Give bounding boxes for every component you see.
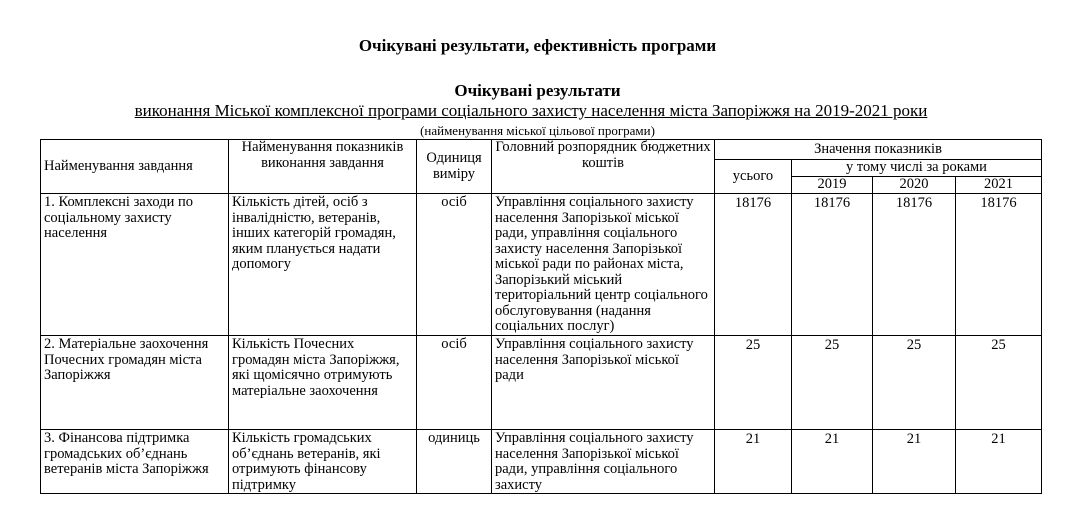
total-cell: 25 (715, 336, 792, 430)
indicator-cell: Кількість Почесних громадян міста Запоріжжя, які щомісячно отримують матеріальне заохочення (229, 336, 417, 430)
header-by-years: у тому числі за роками (792, 160, 1042, 177)
program-caption: (найменування міської цільової програми) (420, 123, 655, 138)
unit-cell: одиниць (417, 430, 492, 494)
table-row (41, 336, 1042, 430)
year-2020-cell: 21 (873, 430, 956, 494)
year-2020-cell: 25 (873, 336, 956, 430)
task-cell: 2. Матеріальне заохочення Почесних громадян міста Запоріжжя (41, 336, 229, 430)
unit-cell: осіб (417, 336, 492, 430)
indicator-cell: Кількість громадських об’єднань ветеранів, які отримують фінансову підтримку (229, 430, 417, 494)
year-2021-cell: 21 (956, 430, 1042, 494)
header-values: Значення показників (715, 140, 1042, 160)
year-2019-cell: 25 (792, 336, 873, 430)
year-2019-cell: 18176 (792, 194, 873, 336)
year-2019-cell: 21 (792, 430, 873, 494)
task-cell: 1. Комплексні заходи по соціальному захисту населення (41, 194, 229, 336)
header-task: Найменування завдання (41, 140, 229, 194)
year-2020-cell: 18176 (873, 194, 956, 336)
indicator-cell: Кількість дітей, осіб з інвалідністю, ветеранів, інших категорій громадян, яким планується надати допомогу (229, 194, 417, 336)
program-line: виконання Міської комплексної програми соціального захисту населення міста Запоріжжя на 2019-2021 роки (134, 101, 928, 120)
results-table (40, 139, 1042, 494)
manager-cell: Управління соціального захисту населення Запорізької міської ради, управління соціального захисту населення Запорізької міської ради по районах міста, Запорізький міський територіальний центр соціального обслуговування (надання соціальних послуг) (492, 194, 715, 336)
section-title: Очікувані результати, ефективність програми (358, 36, 717, 55)
header-year-2019: 2019 (792, 177, 873, 194)
unit-cell: осіб (417, 194, 492, 336)
year-2021-cell: 18176 (956, 194, 1042, 336)
manager-cell: Управління соціального захисту населення Запорізької міської ради, управління соціального захисту (492, 430, 715, 494)
total-cell: 18176 (715, 194, 792, 336)
year-2021-cell: 25 (956, 336, 1042, 430)
header-indicator: Найменування показників виконання завдання (229, 140, 417, 194)
table-row (41, 430, 1042, 494)
header-manager: Головний розпорядник бюджетних коштів (492, 140, 715, 194)
manager-cell: Управління соціального захисту населення Запорізької міської ради (492, 336, 715, 430)
header-year-2021: 2021 (956, 177, 1042, 194)
task-cell: 3. Фінансова підтримка громадських об’єднань ветеранів міста Запоріжжя (41, 430, 229, 494)
table-row (41, 194, 1042, 336)
header-unit: Одиниця виміру (417, 140, 492, 194)
header-year-2020: 2020 (873, 177, 956, 194)
header-total: усього (715, 160, 792, 194)
table-title: Очікувані результати (454, 81, 621, 100)
total-cell: 21 (715, 430, 792, 494)
